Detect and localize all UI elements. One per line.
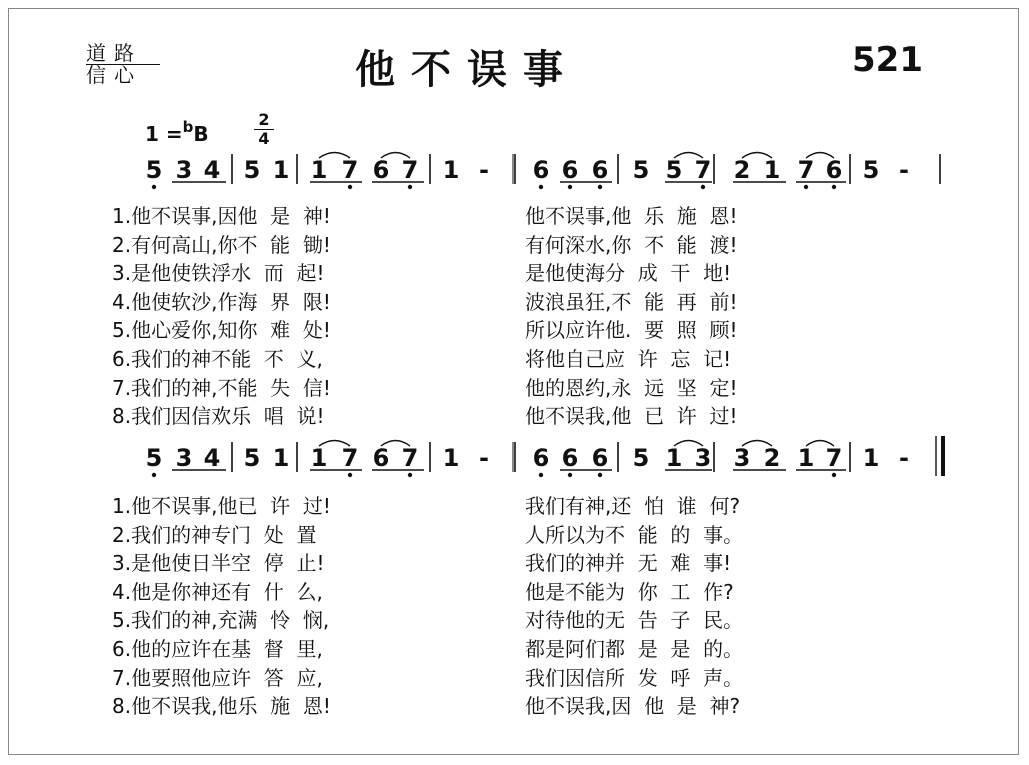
note-dash: - (479, 156, 489, 184)
note-5: 5 (665, 156, 683, 184)
low-octave-dot (598, 473, 602, 477)
verse-second-half: 人所以为不 能 的 事。 (525, 522, 744, 547)
verse-second-half: 我们因信所 发 呼 声。 (525, 665, 744, 690)
verse-second-half: 我们的神并 无 难 事! (525, 551, 732, 576)
note-7: 7 (401, 156, 419, 184)
note-6: 6 (372, 156, 390, 184)
note-4: 4 (203, 156, 221, 184)
low-octave-dot (568, 185, 572, 189)
note-5: 5 (145, 444, 163, 472)
verse-second-half: 是他使海分 成 干 地! (525, 261, 732, 286)
verse-row (112, 576, 902, 604)
verse-second-half: 他的恩约,永 远 坚 定! (525, 375, 738, 400)
note-6: 6 (561, 156, 579, 184)
note-6: 6 (825, 156, 843, 184)
key-letter: B (193, 122, 209, 146)
note-7: 7 (341, 156, 359, 184)
low-octave-dot (348, 473, 352, 477)
low-octave-dot (152, 473, 156, 477)
note-1: 1 (310, 444, 328, 472)
note-5: 5 (145, 156, 163, 184)
verse-row (112, 604, 902, 632)
note-7: 7 (825, 444, 843, 472)
note-5: 5 (632, 156, 650, 184)
low-octave-dot (539, 473, 543, 477)
note-3: 3 (694, 444, 712, 472)
note-6: 6 (372, 444, 390, 472)
flat-sign: b (182, 118, 194, 136)
low-octave-dot (539, 185, 543, 189)
verse-second-half: 他不误事,他 乐 施 恩! (525, 204, 738, 228)
note-2: 2 (763, 444, 781, 472)
verse-row (112, 343, 902, 371)
note-dash: - (479, 444, 489, 472)
key-prefix: 1 = (145, 122, 183, 146)
note-7: 7 (694, 156, 712, 184)
time-bottom: 4 (258, 129, 270, 148)
note-1: 1 (310, 156, 328, 184)
note-1: 1 (272, 156, 290, 184)
verse-first-half: 6.他的应许在基 督 里, (112, 637, 323, 661)
note-2: 2 (733, 156, 751, 184)
verse-first-half: 1.他不误事,他已 许 过! (112, 494, 331, 518)
note-1: 1 (272, 444, 290, 472)
verse-first-half: 4.他是你神还有 什 么, (112, 579, 323, 604)
time-top: 2 (258, 110, 270, 129)
verse-second-half: 有何深水,你 不 能 渡! (525, 232, 738, 257)
verse-row (112, 314, 902, 342)
verse-first-half: 5.他心爱你,知你 难 处! (112, 318, 331, 343)
verse-first-half: 4.他使软沙,作海 界 限! (112, 289, 331, 314)
category-line2: 信心 (86, 63, 142, 87)
category-line1: 道路 (86, 41, 142, 65)
note-3: 3 (175, 156, 193, 184)
verse-first-half: 7.我们的神,不能 失 信! (112, 375, 331, 400)
verse-second-half: 他是不能为 你 工 作? (525, 579, 734, 604)
low-octave-dot (408, 185, 412, 189)
verse-second-half: 我们有神,还 怕 谁 何? (525, 494, 741, 518)
note-7: 7 (341, 444, 359, 472)
note-5: 5 (632, 444, 650, 472)
note-5: 5 (862, 156, 880, 184)
note-4: 4 (203, 444, 221, 472)
verse-row (112, 400, 902, 428)
low-octave-dot (152, 185, 156, 189)
verse-second-half: 波浪虽狂,不 能 再 前! (525, 289, 738, 314)
note-3: 3 (733, 444, 751, 472)
verse-first-half: 3.是他使铁浮水 而 起! (112, 261, 325, 286)
note-5: 5 (243, 444, 261, 472)
note-1: 1 (442, 156, 460, 184)
verse-second-half: 他不误我,因 他 是 神? (525, 694, 741, 719)
verse-row (112, 490, 902, 518)
verse-first-half: 2.我们的神专门 处 置 (112, 522, 317, 547)
note-5: 5 (243, 156, 261, 184)
note-6: 6 (532, 444, 550, 472)
verse-first-half: 1.他不误事,因他 是 神! (112, 204, 331, 228)
note-6: 6 (591, 156, 609, 184)
verse-second-half: 都是阿们都 是 是 的。 (525, 637, 744, 661)
note-1: 1 (442, 444, 460, 472)
low-octave-dot (568, 473, 572, 477)
verse-row (112, 519, 902, 547)
verse-first-half: 5.我们的神,充满 怜 悯, (112, 608, 330, 633)
verse-row (112, 662, 902, 690)
note-7: 7 (401, 444, 419, 472)
note-6: 6 (591, 444, 609, 472)
low-octave-dot (832, 473, 836, 477)
verse-row (112, 633, 902, 661)
low-octave-dot (701, 185, 705, 189)
verse-second-half: 他不误我,他 已 许 过! (525, 404, 738, 429)
low-octave-dot (804, 185, 808, 189)
low-octave-dot (348, 185, 352, 189)
note-dash: - (899, 156, 909, 184)
verse-row (112, 286, 902, 314)
low-octave-dot (598, 185, 602, 189)
hymn-title: 他不误事 (355, 47, 579, 93)
note-6: 6 (532, 156, 550, 184)
low-octave-dot (408, 473, 412, 477)
verse-row (112, 372, 902, 400)
note-1: 1 (665, 444, 683, 472)
note-1: 1 (763, 156, 781, 184)
verse-first-half: 8.我们因信欢乐 唱 说! (112, 404, 325, 429)
verse-row (112, 547, 902, 575)
verse-row (112, 229, 902, 257)
note-dash: - (899, 444, 909, 472)
note-3: 3 (175, 444, 193, 472)
verse-first-half: 6.我们的神不能 不 义, (112, 347, 323, 371)
note-1: 1 (797, 444, 815, 472)
verse-row (112, 200, 902, 228)
verse-first-half: 2.有何高山,你不 能 锄! (112, 232, 331, 257)
verse-first-half: 7.他要照他应许 答 应, (112, 665, 323, 690)
verse-row (112, 257, 902, 285)
verse-first-half: 3.是他使日半空 停 止! (112, 551, 325, 576)
note-7: 7 (797, 156, 815, 184)
note-1: 1 (862, 444, 880, 472)
low-octave-dot (832, 185, 836, 189)
verse-second-half: 所以应许他. 要 照 顾! (525, 318, 738, 343)
verse-second-half: 将他自己应 许 忘 记! (525, 347, 732, 371)
verse-second-half: 对待他的无 告 子 民。 (525, 608, 744, 633)
note-6: 6 (561, 444, 579, 472)
verse-first-half: 8.他不误我,他乐 施 恩! (112, 694, 331, 719)
verse-row (112, 690, 902, 718)
hymn-number: 521 (852, 40, 923, 80)
